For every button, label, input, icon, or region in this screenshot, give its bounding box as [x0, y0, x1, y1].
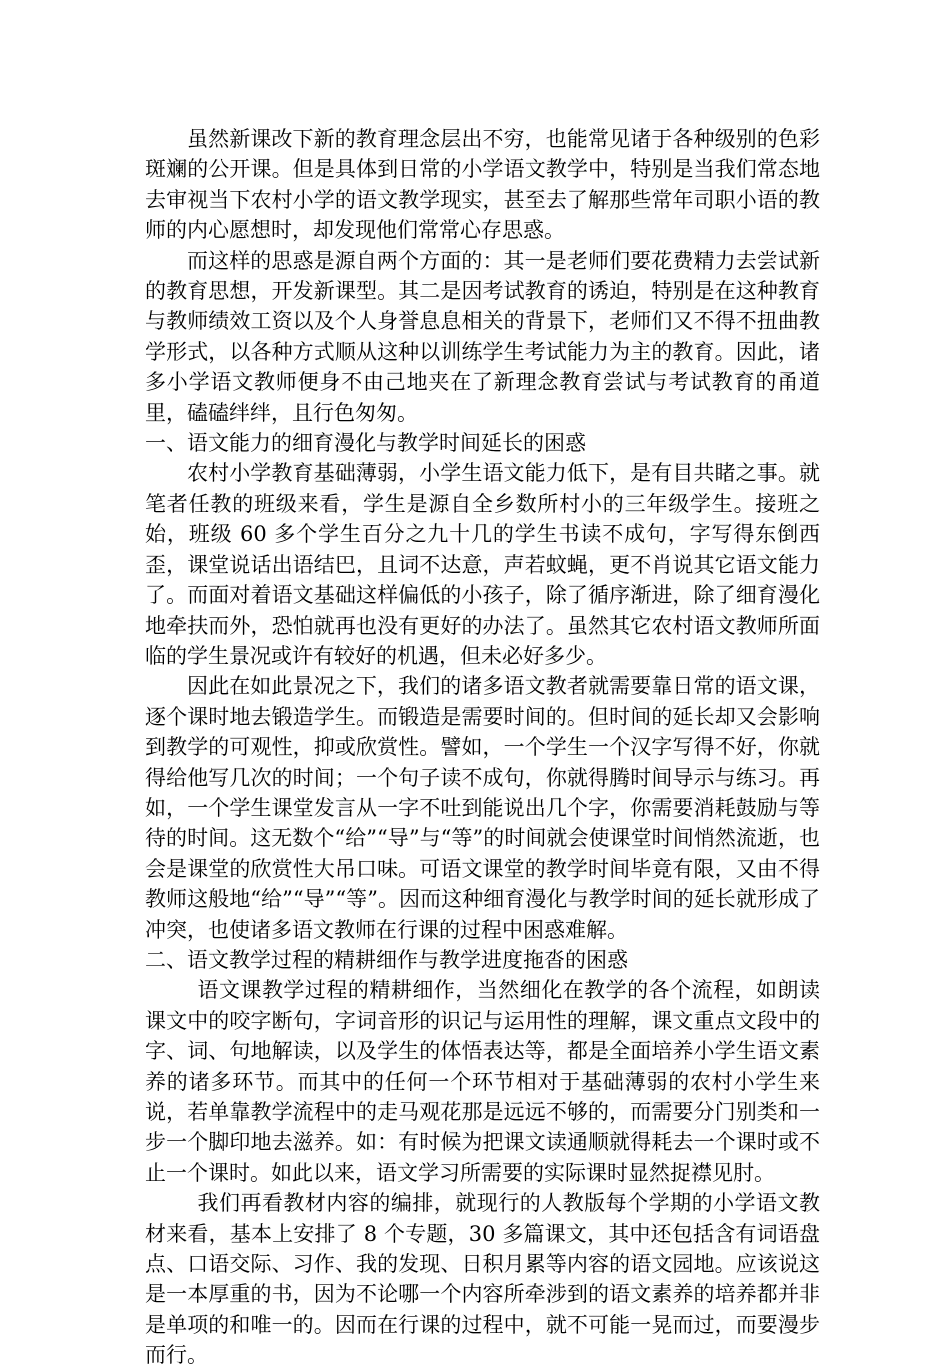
paragraph-rural-students: 农村小学教育基础薄弱，小学生语文能力低下，是有目共睹之事。就笔者任教的班级来看，学生是源自全乡数所村小的三年级学生。接班之始，班级 60 多个学生百分之九十几的学生书读不成句，字写得东倒西歪，课堂说话出语结巴，且词不达意，声若蚊蝇，更不肖说其它语文能力了。而面对着语文基础这样偏低的小孩子，除了循序渐进，除了细育漫化地牵扶而外，恐怕就再也没有更好的办法了。虽然其它农村语文教师所面临的学生景况或许有较好的机遇，但未必好多少。	[145, 461, 820, 668]
section-heading-1: 一、语文能力的细育漫化与教学时间延长的困惑	[145, 431, 586, 456]
paragraph-time-conflict: 因此在如此景况之下，我们的诸多语文教者就需要靠日常的语文课，逐个课时地去锻造学生。而锻造是需要时间的。但时间的延长却又会影响到教学的可观性，抑或欣赏性。譬如，一个学生一个汉字写得不好，你就得给他写几次的时间；一个句子读不成句，你就得腾时间导示与练习。再如，一个学生课堂发言从一字不吐到能说出几个字，你需要消耗鼓励与等待的时间。这无数个“给”“导”与“等”的时间就会使课堂时间悄然流逝，也会是课堂的欣赏性大吊口味。可语文课堂的教学时间毕竟有限，又由不得教师这般地“给”“导”“等”。因而这种细育漫化与教学时间的延长就形成了冲突，也使诸多语文教师在行课的过程中困惑难解。	[145, 674, 820, 942]
paragraph-fine-teaching: 语文课教学过程的精耕细作，当然细化在教学的各个流程，如朗读课文中的咬字断句，字词音形的识记与运用性的理解，课文重点文段中的字、词、句地解读，以及学生的体悟表达等，都是全面培养小学生语文素养的诸多环节。而其中的任何一个环节相对于基础薄弱的农村小学生来说，若单靠教学流程中的走马观花那是远远不够的，而需要分门别类和一步一个脚印地去滋养。如：有时候为把课文读通顺就得耗去一个课时或不止一个课时。如此以来，语文学习所需要的实际课时显然捉襟见肘。	[145, 978, 820, 1185]
section-heading-2: 二、语文教学过程的精耕细作与教学进度拖沓的困惑	[145, 947, 628, 972]
document-body	[145, 124, 820, 1371]
paragraph-textbook-arrangement: 我们再看教材内容的编排，就现行的人教版每个学期的小学语文教材来看，基本上安排了 8 个专题，30 多篇课文，其中还包括含有词语盘点、口语交际、习作、我的发现、日积月累等内容的语文园地。应该说这是一本厚重的书，因为不论哪一个内容所牵涉到的语文素养的培养都并非是单项的和唯一的。因而在行课的过程中，就不可能一晃而过，而要漫步而行。	[145, 1191, 820, 1368]
paragraph-intro: 虽然新课改下新的教育理念层出不穷，也能常见诸于各种级别的色彩斑斓的公开课。但是具体到日常的小学语文教学中，特别是当我们常态地去审视当下农村小学的语文教学现实，甚至去了解那些常年司职小语的教师的内心愿想时，却发现他们常常心存思惑。	[145, 127, 820, 243]
paragraph-sources-of-confusion: 而这样的思惑是源自两个方面的：其一是老师们要花费精力去尝试新的教育思想，开发新课型。其二是因考试教育的诱迫，特别是在这种教育与教师绩效工资以及个人身誉息息相关的背景下，老师们又不得不扭曲教学形式，以各种方式顺从这种以训练学生考试能力为主的教育。因此，诸多小学语文教师便身不由己地夹在了新理念教育尝试与考试教育的甬道里，磕磕绊绊，且行色匆匆。	[145, 248, 820, 425]
